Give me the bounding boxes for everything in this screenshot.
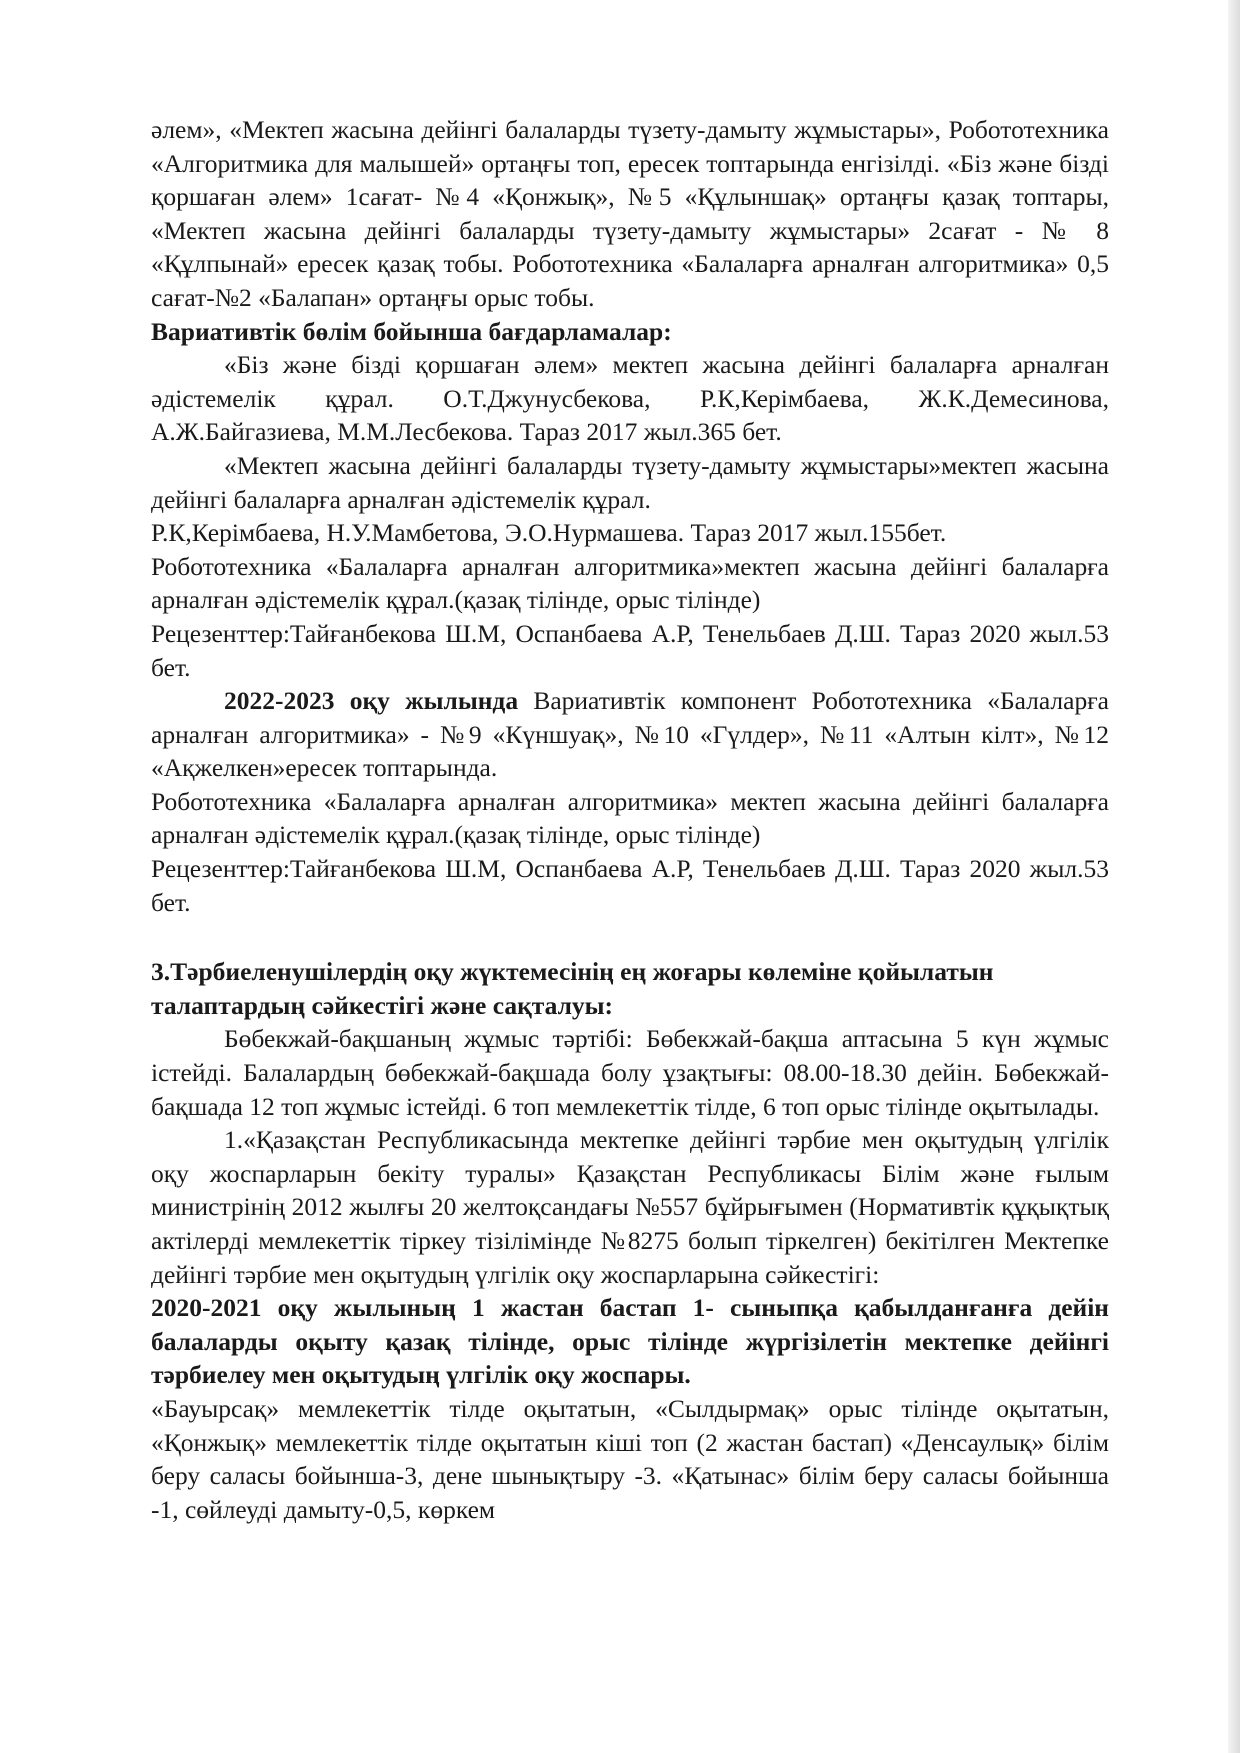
paragraph-program-4: Робототехника «Балаларға арналған алгоритмика» мектеп жасына дейінгі балаларға арналған әдістемелік құрал.(қазақ тілінде, орыс тілінде) [151,786,1109,850]
paragraph-program-3: Робототехника «Балаларға арналған алгоритмика»мектеп жасына дейінгі балаларға арналған әдістемелік құрал.(қазақ тілінде, орыс тілінде) [151,551,1109,615]
paragraph-program-2: «Мектеп жасына дейінгі балаларды түзету-дамыту жұмыстары»мектеп жасына дейінгі балаларға арналған әдістемелік құрал. [151,450,1109,514]
year-label: 2022-2023 оқу жылында [224,686,519,716]
paragraph-2022-2023 [151,684,1109,785]
paragraph-schedule: Бөбекжай-бақшаның жұмыс тәртібі: Бөбекжай-бақша аптасына 5 күн жұмыс істейді. Балалардың бөбекжай-бақшада болу ұзақтығы: 08.00-18.30 дейін. Бөбекжай-бақшада 12 топ жұмыс істейді. 6 топ мемлекеттік тілде, 6 топ орыс тілінде оқытылады. [151,1024,1109,1121]
paragraph-groups: «Бауырсақ» мемлекеттік тілде оқытатын, «Сылдырмақ» орыс тілінде оқытатын, «Қонжық» мемлекеттік тілде оқытатын кіші топ (2 жастан бастап) «Денсаулық» білім беру саласы бойынша-3, дене шынықтыру -3. «Қатынас» білім беру саласы бойынша -1, сөйлеуді дамыту-0,5, көркем [151,1393,1109,1524]
spacer [151,919,1109,955]
paragraph-order-557: 1.«Қазақстан Республикасында мектепке дейінгі тәрбие мен оқытудың үлгілік оқу жоспарларын бекіту туралы» Қазақстан Республикасы Білім және ғылым министрінің 2012 жылғы 20 желтоқсандағы №557 бұйрығымен (Нормативтік құқықтық актілерді мемлекеттік тіркеу тізілімінде №8275 болып тіркелген) бекітілген Мектепке дейінгі тәрбие мен оқытудың үлгілік оқу жоспарларына сәйкестігі: [151,1125,1109,1289]
paragraph-curriculum-heading: 2020-2021 оқу жылының 1 жастан бастап 1- сыныпқа қабылданғанға дейін балаларды оқыту қазақ тілінде, орыс тілінде жүргізілетін мектепке дейінгі тәрбиелеу мен оқытудың үлгілік оқу жоспары. [151,1293,1109,1390]
scan-edge-shadow [1228,0,1240,1753]
paragraph-program-1: «Біз және бізді қоршаған әлем» мектеп жасына дейінгі балаларға арналған әдістемелік құрал. О.Т.Джунусбекова, Р.К,Керімбаева, Ж.К.Демесинова, А.Ж.Байгазиева, М.М.Лесбекова. Тараз 2017 жыл.365 бет. [151,350,1109,447]
document-page [151,113,1109,1526]
year-text: Вариативтік компонент Робототехника «Балаларға арналған алгоритмика» - №9 «Күншуақ», №10 «Гүлдер», №11 «Алтын кілт», №12 «Ақжелкен»ересек топтарында. [151,686,1109,783]
paragraph-program-2-authors: Р.К,Керімбаева, Н.У.Мамбетова, Э.О.Нурмашева. Тараз 2017 жыл.155бет. [151,518,947,548]
paragraph-intro: әлем», «Мектеп жасына дейінгі балаларды түзету-дамыту жұмыстары», Робототехника «Алгоритмика для малышей» ортаңғы топ, ересек топтарында енгізілді. «Біз және бізді қоршаған әлем» 1сағат- №4 «Қонжық», №5 «Құлыншақ» ортаңғы қазақ топтары, «Мектеп жасына дейінгі балаларды түзету-дамыту жұмыстары» 2сағат - № 8 «Құлпынай» ересек қазақ тобы. Робототехника «Балаларға арналған алгоритмика» 0,5 сағат-№2 «Балапан» ортаңғы орыс тобы. [151,115,1109,312]
section-heading-3: 3.Тәрбиеленушілердің оқу жүктемесінің ең жоғары көлеміне қойылатын талаптардың сәйкестігі және сақталуы: [151,957,994,1020]
section-heading-programs: Вариативтік бөлім бойынша бағдарламалар: [151,316,672,346]
paragraph-reviewers-1: Рецезенттер:Тайғанбекова Ш.М, Оспанбаева А.Р, Тенельбаев Д.Ш. Тараз 2020 жыл.53 бет. [151,618,1109,682]
paragraph-reviewers-2: Рецезенттер:Тайғанбекова Ш.М, Оспанбаева А.Р, Тенельбаев Д.Ш. Тараз 2020 жыл.53 бет. [151,854,1109,917]
